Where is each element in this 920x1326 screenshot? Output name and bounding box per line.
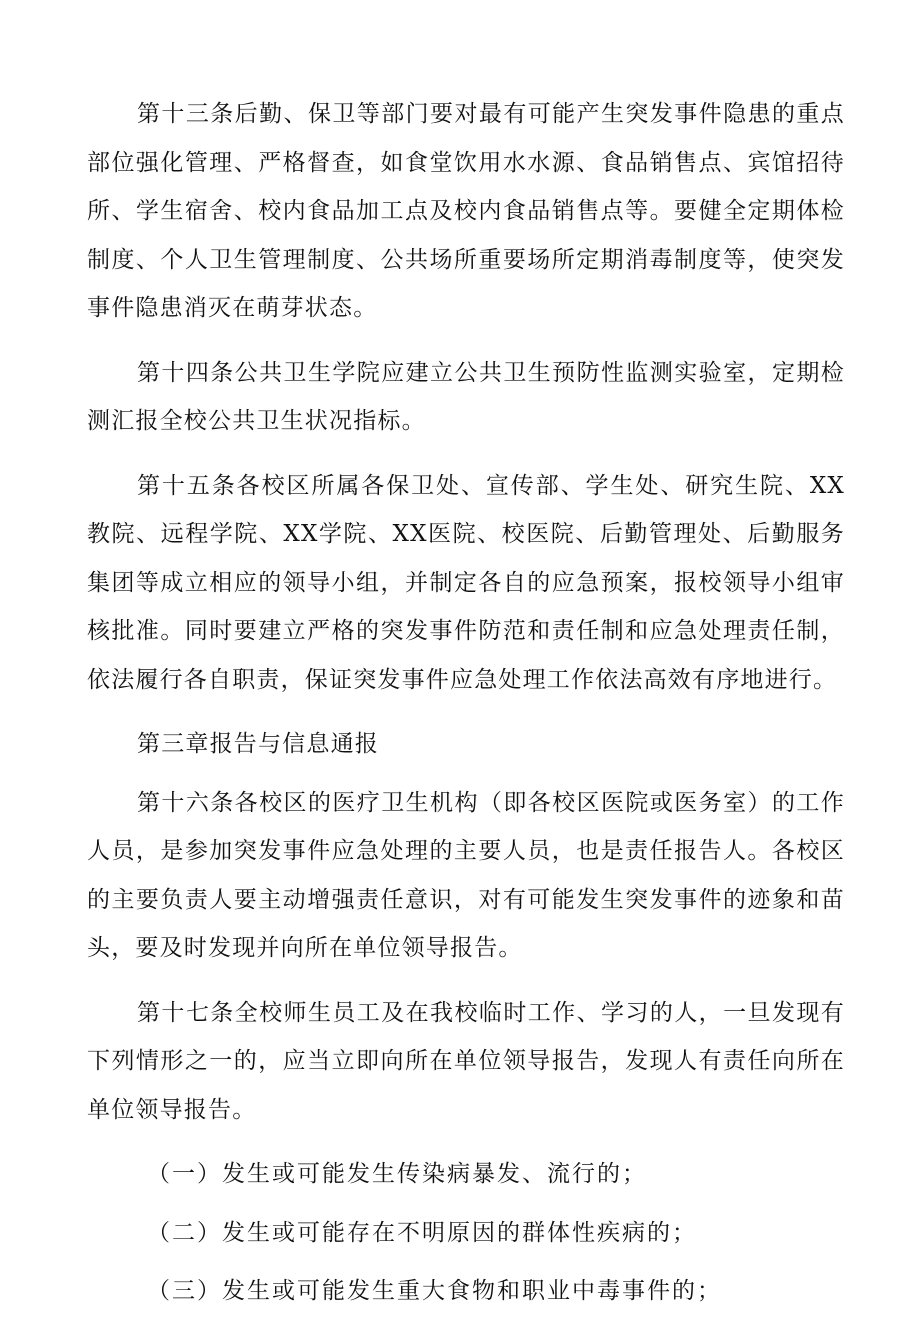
list-item-2: （二）发生或可能存在不明原因的群体性疾病的； [147, 1219, 697, 1246]
chapter-3-heading: 第三章报告与信息通报 [137, 731, 379, 757]
article-16-paragraph: 第十六条各校区的医疗卫生机构（即各校区医院或医务室）的工作人员，是参加突发事件应急处理的主要人员，也是责任报告人。各校区的主要负责人要主动增强责任意识，对有可能发生突发事件的迹象和苗头，要及时发现并向所在单位领导报告。 [87, 789, 845, 961]
article-15-paragraph: 第十五条各校区所属各保卫处、宣传部、学生处、研究生院、XX教院、远程学院、XX学院、XX医院、校医院、后勤管理处、后勤服务集团等成立相应的领导小组，并制定各自的应急预案，报校领导小组审核批准。同时要建立严格的突发事件防范和责任制和应急处理责任制，依法履行各自职责，保证突发事件应急处理工作依法高效有序地进行。 [87, 472, 845, 693]
list-item-1: （一）发生或可能发生传染病暴发、流行的； [147, 1161, 647, 1187]
article-14-paragraph: 第十四条公共卫生学院应建立公共卫生预防性监测实验室，定期检测汇报全校公共卫生状况指标。 [87, 359, 845, 434]
article-13-paragraph: 第十三条后勤、保卫等部门要对最有可能产生突发事件隐患的重点部位强化管理、严格督查，如食堂饮用水水源、食品销售点、宾馆招待所、学生宿舍、校内食品加工点及校内食品销售点等。要健全定期体检制度、个人卫生管理制度、公共场所重要场所定期消毒制度等，使突发事件隐患消灭在萌芽状态。 [87, 101, 845, 321]
article-17-paragraph: 第十七条全校师生员工及在我校临时工作、学习的人，一旦发现有下列情形之一的，应当立即向所在单位领导报告，发现人有责任向所在单位领导报告。 [87, 999, 845, 1123]
document-body [87, 90, 845, 1326]
list-item-3: （三）发生或可能发生重大食物和职业中毒事件的； [147, 1278, 722, 1304]
